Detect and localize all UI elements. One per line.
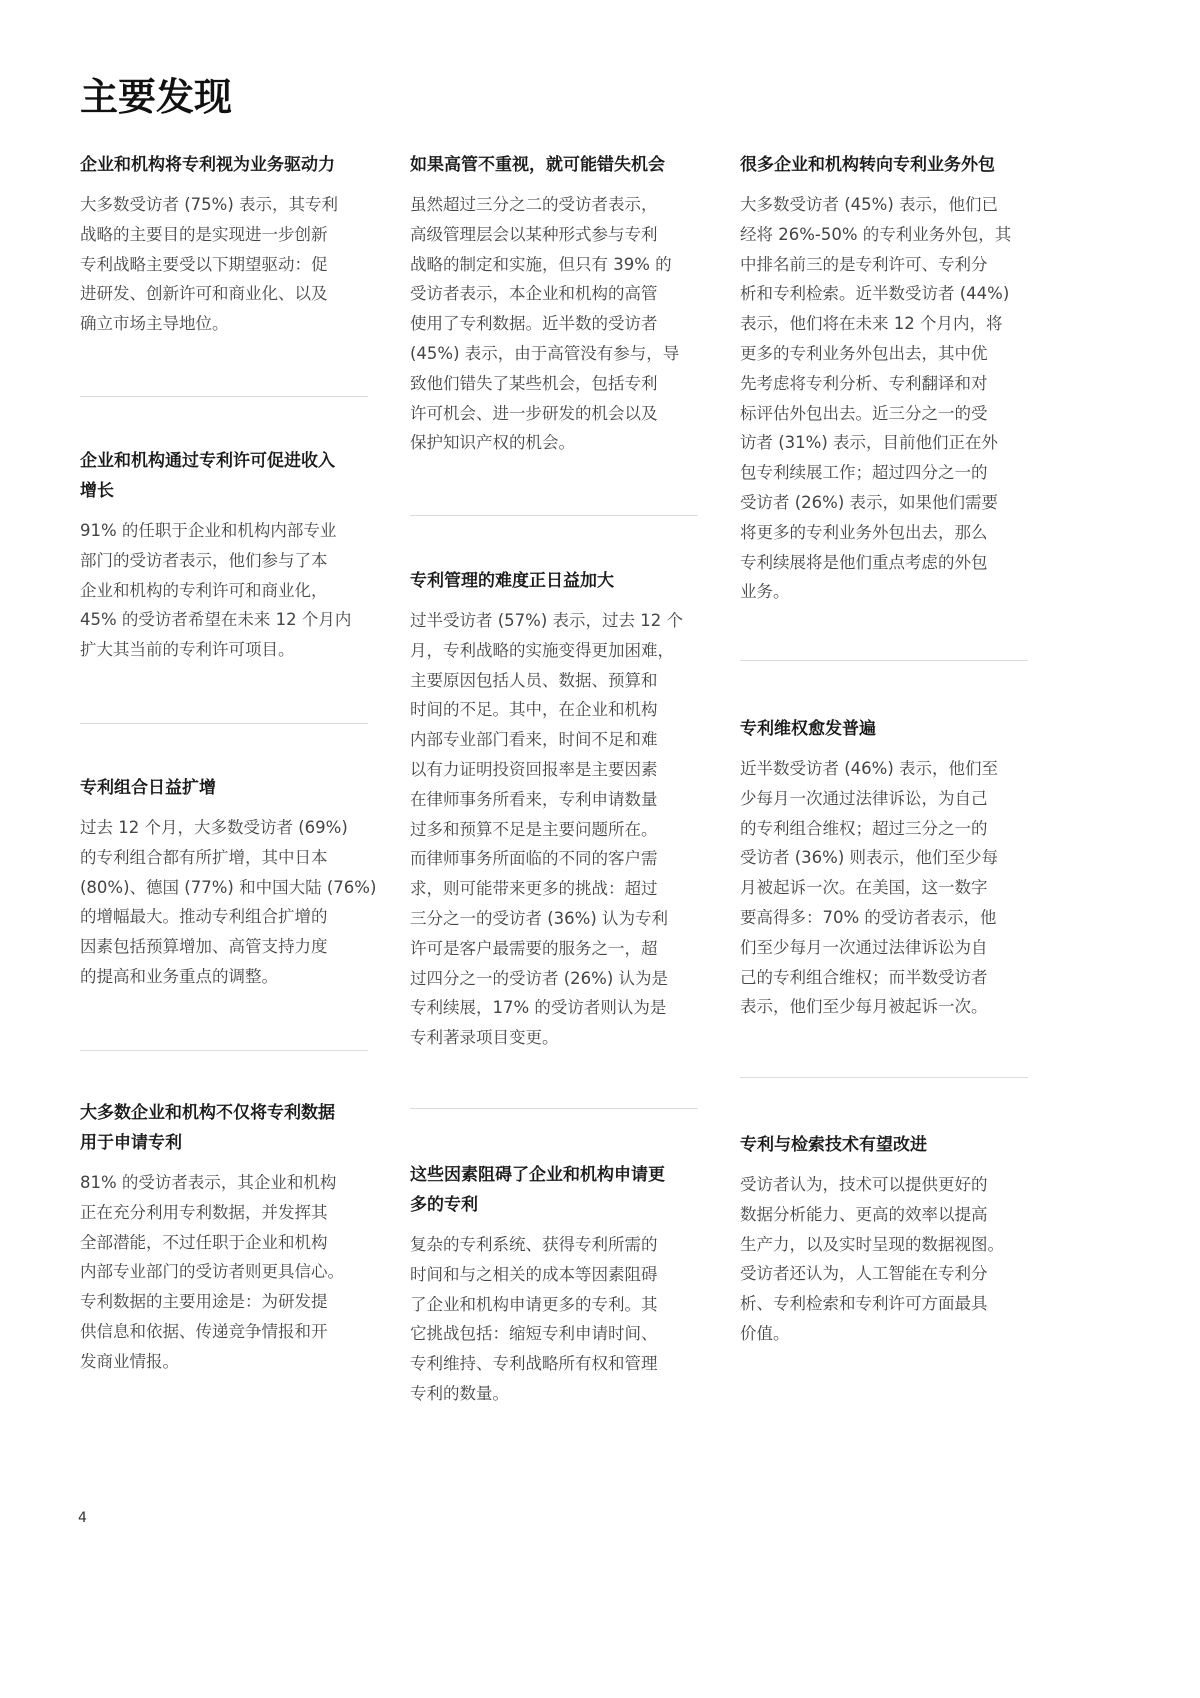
paragraph-line: 进研发、创新许可和商业化、以及 xyxy=(80,284,328,304)
paragraph-line: 数据分析能力、更高的效率以提高 xyxy=(740,1204,988,1224)
paragraph-line: 月被起诉一次。在美国，这一数字 xyxy=(740,878,988,898)
paragraph-line: 高级管理层会以某种形式参与专利 xyxy=(410,224,658,244)
paragraph-line: 受访者表示，本企业和机构的高管 xyxy=(410,284,658,304)
section-heading xyxy=(410,1160,710,1220)
paragraph-line: 专利著录项目变更。 xyxy=(410,1028,559,1048)
section-heading xyxy=(740,714,1040,744)
section-divider xyxy=(80,1050,368,1051)
paragraph-line: 析和专利检索。近半数受访者 (44%) xyxy=(740,284,1010,304)
page-number: 4 xyxy=(78,1510,87,1526)
paragraph-line: 先考虑将专利分析、专利翻译和对 xyxy=(740,373,988,393)
paragraph-line: 专利维持、专利战略所有权和管理 xyxy=(410,1354,658,1374)
paragraph-line: 将更多的专利业务外包出去，那么 xyxy=(740,522,988,542)
section-paragraph xyxy=(80,1168,380,1377)
paragraph-line: 供信息和依据、传递竞争情报和开 xyxy=(80,1321,328,1341)
paragraph-line: 在律师事务所看来，专利申请数量 xyxy=(410,789,658,809)
heading-line: 企业和机构通过专利许可促进收入 xyxy=(80,451,335,471)
paragraph-line: 复杂的专利系统、获得专利所需的 xyxy=(410,1235,658,1254)
section-divider xyxy=(80,396,368,397)
paragraph-line: 大多数受访者 (45%) 表示，他们已 xyxy=(740,195,999,214)
paragraph-line: 月，专利战略的实施变得更加困难， xyxy=(410,640,674,660)
paragraph-line: 业务。 xyxy=(740,582,790,602)
section-paragraph xyxy=(740,190,1040,607)
paragraph-line: 使用了专利数据。近半数的受访者 xyxy=(410,314,658,334)
paragraph-line: 过四分之一的受访者 (26%) 认为是 xyxy=(410,968,669,988)
section-paragraph xyxy=(410,1230,710,1409)
section-divider xyxy=(410,1108,698,1109)
paragraph-line: 受访者认为，技术可以提供更好的 xyxy=(740,1175,988,1194)
section-heading xyxy=(80,1098,380,1158)
paragraph-line: 专利续展，17% 的受访者则认为是 xyxy=(410,998,667,1018)
finding-section xyxy=(410,1160,710,1409)
heading-line: 多的专利 xyxy=(410,1195,478,1215)
section-paragraph xyxy=(80,516,380,665)
paragraph-line: 过多和预算不足是主要问题所在。 xyxy=(410,819,658,839)
paragraph-line: 因素包括预算增加、高管支持力度 xyxy=(80,937,328,957)
paragraph-line: 专利数据的主要用途是：为研发提 xyxy=(80,1292,328,1312)
section-paragraph xyxy=(80,190,380,339)
heading-line: 用于申请专利 xyxy=(80,1133,182,1153)
paragraph-line: 正在充分利用专利数据，并发挥其 xyxy=(80,1202,328,1222)
paragraph-line: 专利续展将是他们重点考虑的外包 xyxy=(740,552,988,572)
paragraph-line: 发商业情报。 xyxy=(80,1351,179,1371)
paragraph-line: 们至少每月一次通过法律诉讼为自 xyxy=(740,937,988,957)
paragraph-line: 要高得多：70% 的受访者表示，他 xyxy=(740,907,997,927)
paragraph-line: 价值。 xyxy=(740,1323,790,1343)
finding-section xyxy=(740,714,1040,1022)
paragraph-line: 扩大其当前的专利许可项目。 xyxy=(80,640,295,660)
heading-line: 这些因素阻碍了企业和机构申请更 xyxy=(410,1165,665,1185)
paragraph-line: 内部专业部门看来，时间不足和难 xyxy=(410,730,658,750)
paragraph-line: 大多数受访者 (75%) 表示，其专利 xyxy=(80,195,339,214)
paragraph-line: 生产力，以及实时呈现的数据视图。 xyxy=(740,1234,1004,1254)
page-title: 主要发现 xyxy=(80,75,233,119)
finding-section xyxy=(740,1130,1040,1349)
paragraph-line: 部门的受访者表示，他们参与了本 xyxy=(80,550,328,570)
section-paragraph xyxy=(80,813,380,992)
paragraph-line: 而律师事务所面临的不同的客户需 xyxy=(410,849,658,869)
section-heading xyxy=(80,150,380,180)
paragraph-line: 专利战略主要受以下期望驱动：促 xyxy=(80,254,328,274)
paragraph-line: 虽然超过三分之二的受访者表示， xyxy=(410,195,658,214)
section-paragraph xyxy=(410,190,710,458)
paragraph-line: 战略的制定和实施，但只有 39% 的 xyxy=(410,254,672,274)
paragraph-line: 许可是客户最需要的服务之一，超 xyxy=(410,938,658,958)
section-divider xyxy=(80,723,368,724)
paragraph-line: (80%)、德国 (77%) 和中国大陆 (76%) xyxy=(80,877,377,897)
section-paragraph xyxy=(410,606,710,1053)
paragraph-line: 保护知识产权的机会。 xyxy=(410,433,575,453)
paragraph-line: 访者 (31%) 表示，目前他们正在外 xyxy=(740,433,999,453)
paragraph-line: 主要原因包括人员、数据、预算和 xyxy=(410,670,658,690)
section-divider xyxy=(410,515,698,516)
section-paragraph xyxy=(740,754,1040,1022)
finding-section xyxy=(740,150,1040,607)
heading-line: 增长 xyxy=(80,481,114,501)
paragraph-line: 企业和机构的专利许可和商业化， xyxy=(80,580,328,600)
paragraph-line: 了企业和机构申请更多的专利。其 xyxy=(410,1294,658,1314)
finding-section xyxy=(80,1098,380,1377)
paragraph-line: 以有力证明投资回报率是主要因素 xyxy=(410,759,658,779)
heading-line: 企业和机构将专利视为业务驱动力 xyxy=(80,155,335,175)
heading-line: 专利与检索技术有望改进 xyxy=(740,1135,927,1155)
section-divider xyxy=(740,1077,1028,1078)
paragraph-line: 过半受访者 (57%) 表示，过去 12 个 xyxy=(410,611,684,630)
section-heading xyxy=(740,150,1040,180)
paragraph-line: 更多的专利业务外包出去，其中优 xyxy=(740,343,988,363)
heading-line: 如果高管不重视，就可能错失机会 xyxy=(410,155,665,175)
paragraph-line: 受访者 (36%) 则表示，他们至少每 xyxy=(740,848,999,868)
paragraph-line: 中排名前三的是专利许可、专利分 xyxy=(740,254,988,274)
paragraph-line: 45% 的受访者希望在未来 12 个月内 xyxy=(80,610,352,630)
paragraph-line: 战略的主要目的是实现进一步创新 xyxy=(80,224,328,244)
section-heading xyxy=(80,773,380,803)
paragraph-line: 三分之一的受访者 (36%) 认为专利 xyxy=(410,908,669,928)
section-heading xyxy=(410,566,710,596)
paragraph-line: 受访者 (26%) 表示，如果他们需要 xyxy=(740,492,999,512)
heading-line: 专利维权愈发普遍 xyxy=(740,719,876,739)
finding-section xyxy=(80,150,380,339)
paragraph-line: 己的专利组合维权；而半数受访者 xyxy=(740,967,988,987)
heading-line: 专利组合日益扩增 xyxy=(80,778,216,798)
paragraph-line: 近半数受访者 (46%) 表示，他们至 xyxy=(740,759,999,778)
paragraph-line: 的专利组合都有所扩增，其中日本 xyxy=(80,847,328,867)
paragraph-line: 它挑战包括：缩短专利申请时间、 xyxy=(410,1324,658,1344)
paragraph-line: 受访者还认为，人工智能在专利分 xyxy=(740,1264,988,1284)
paragraph-line: 求，则可能带来更多的挑战：超过 xyxy=(410,879,658,899)
paragraph-line: 内部专业部门的受访者则更具信心。 xyxy=(80,1262,344,1282)
paragraph-line: (45%) 表示，由于高管没有参与，导 xyxy=(410,343,680,363)
section-divider xyxy=(740,660,1028,661)
paragraph-line: 少每月一次通过法律诉讼，为自己 xyxy=(740,788,988,808)
paragraph-line: 91% 的任职于企业和机构内部专业 xyxy=(80,521,337,540)
paragraph-line: 时间和与之相关的成本等因素阻碍 xyxy=(410,1264,658,1284)
section-heading xyxy=(740,1130,1040,1160)
paragraph-line: 的增幅最大。推动专利组合扩增的 xyxy=(80,907,328,927)
heading-line: 很多企业和机构转向专利业务外包 xyxy=(740,155,995,175)
finding-section xyxy=(410,566,710,1053)
section-paragraph xyxy=(740,1170,1040,1349)
heading-line: 大多数企业和机构不仅将专利数据 xyxy=(80,1103,335,1123)
paragraph-line: 析、专利检索和专利许可方面最具 xyxy=(740,1294,988,1314)
paragraph-line: 许可机会、进一步研发的机会以及 xyxy=(410,403,658,423)
finding-section xyxy=(410,150,710,458)
paragraph-line: 专利的数量。 xyxy=(410,1383,509,1403)
paragraph-line: 81% 的受访者表示，其企业和机构 xyxy=(80,1173,337,1192)
finding-section xyxy=(80,773,380,992)
paragraph-line: 经将 26%-50% 的专利业务外包，其 xyxy=(740,224,1012,244)
paragraph-line: 时间的不足。其中，在企业和机构 xyxy=(410,700,658,720)
section-heading xyxy=(80,446,380,506)
paragraph-line: 确立市场主导地位。 xyxy=(80,314,229,334)
paragraph-line: 致他们错失了某些机会，包括专利 xyxy=(410,373,658,393)
heading-line: 专利管理的难度正日益加大 xyxy=(410,571,614,591)
paragraph-line: 的提高和业务重点的调整。 xyxy=(80,966,278,986)
paragraph-line: 的专利组合维权；超过三分之一的 xyxy=(740,818,988,838)
paragraph-line: 表示，他们将在未来 12 个月内，将 xyxy=(740,314,1003,334)
paragraph-line: 表示，他们至少每月被起诉一次。 xyxy=(740,997,988,1017)
paragraph-line: 包专利续展工作；超过四分之一的 xyxy=(740,463,988,483)
section-heading xyxy=(410,150,710,180)
paragraph-line: 全部潜能，不过任职于企业和机构 xyxy=(80,1232,328,1252)
finding-section xyxy=(80,446,380,665)
paragraph-line: 标评估外包出去。近三分之一的受 xyxy=(740,403,988,423)
paragraph-line: 过去 12 个月，大多数受访者 (69%) xyxy=(80,818,348,837)
